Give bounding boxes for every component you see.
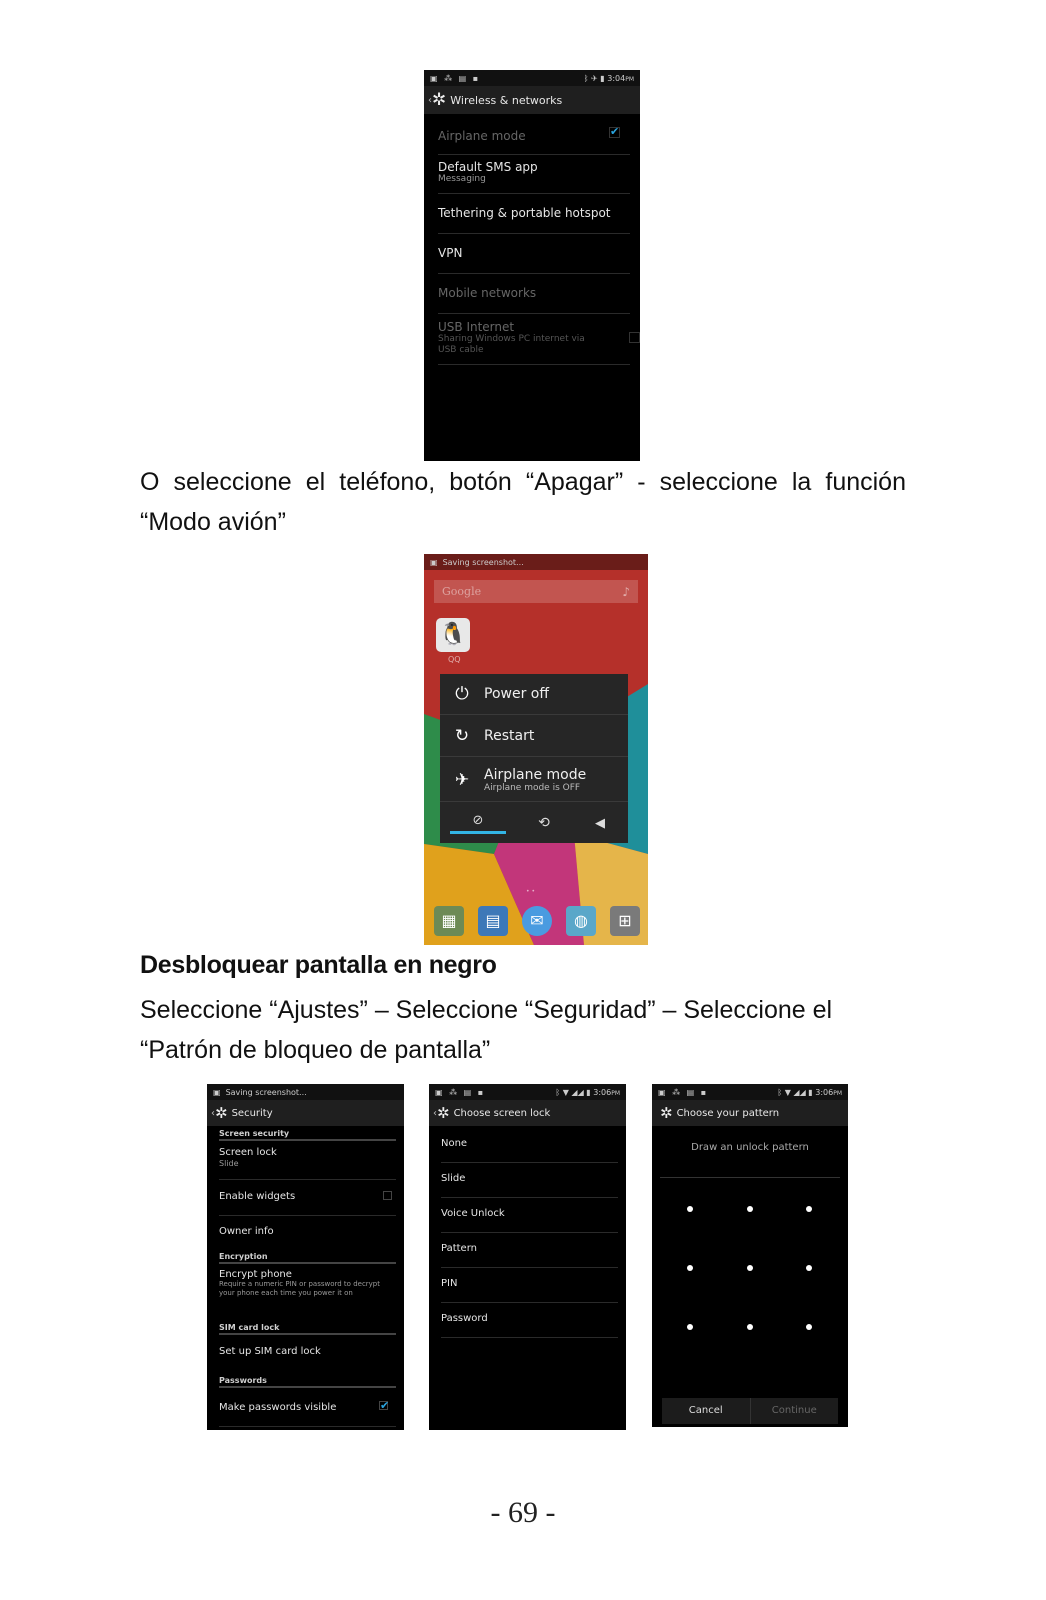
pattern-dot[interactable] (687, 1265, 693, 1271)
calculator-app-icon[interactable]: ▦ (434, 906, 464, 936)
lock-option-label: Voice Unlock (441, 1208, 505, 1219)
wifi-icon: ▼ (562, 1087, 572, 1097)
action-bar (207, 1100, 404, 1126)
lock-option-label: Password (441, 1313, 488, 1324)
usb-internet-label: USB Internet (438, 320, 515, 334)
battery-icon: ▮ (600, 73, 608, 83)
screen-security-header: Screen security (219, 1129, 396, 1141)
settings-gear-icon: ✲ (437, 1104, 450, 1122)
airplane-icon: ✈ (591, 73, 601, 83)
wifi-icon: ▼ (784, 1087, 794, 1097)
screenshot-icon: ▣ (430, 557, 438, 567)
screen-lock-sub: Slide (219, 1159, 239, 1168)
airplane-icon: ✈ (454, 769, 470, 790)
back-chevron-icon[interactable]: ‹ (428, 94, 432, 106)
back-chevron-icon[interactable]: ‹ (211, 1107, 215, 1119)
restart-icon: ↻ (454, 726, 470, 746)
settings-gear-icon: ✲ (432, 90, 447, 110)
sound-on-icon[interactable]: ◀ (595, 815, 605, 831)
make-passwords-visible-label: Make passwords visible (219, 1402, 337, 1413)
status-icons: ▣ ⁂ ▤ ▪ (430, 73, 481, 83)
lock-option-label: Pattern (441, 1243, 477, 1254)
status-ampm: PM (833, 1089, 842, 1097)
restart-label: Restart (484, 728, 535, 744)
page-title: Security (231, 1107, 273, 1119)
default-sms-label: Default SMS app (438, 160, 538, 174)
lock-option-voice-unlock[interactable] (441, 1198, 618, 1233)
passwords-header: Passwords (219, 1376, 396, 1388)
enable-widgets-checkbox[interactable] (383, 1191, 392, 1200)
action-bar (429, 1100, 626, 1126)
wireless-networks-screenshot (424, 70, 640, 461)
encryption-header: Encryption (219, 1252, 396, 1264)
status-text: Saving screenshot... (225, 1087, 307, 1097)
power-off-option[interactable] (440, 674, 628, 715)
instruction-paragraph-1: O seleccione el teléfono, botón “Apagar” - seleccione la función “Modo avión” (140, 468, 906, 536)
battery-icon: ▮ (808, 1087, 816, 1097)
signal-icon: ◢◢ (793, 1087, 809, 1097)
vpn-row[interactable] (438, 234, 630, 274)
messaging-app-icon[interactable]: ✉ (522, 906, 552, 936)
sound-mode-row (440, 803, 628, 843)
encrypt-phone-row[interactable] (219, 1265, 396, 1321)
pattern-dot[interactable] (806, 1324, 812, 1330)
tethering-label: Tethering & portable hotspot (438, 206, 611, 220)
tethering-row[interactable] (438, 194, 630, 234)
pattern-dot[interactable] (806, 1265, 812, 1271)
airplane-mode-label: Airplane mode (484, 766, 587, 783)
silent-mode-icon[interactable]: ⊘ (450, 813, 506, 834)
contacts-app-icon[interactable]: ▤ (478, 906, 508, 936)
status-bar (207, 1084, 404, 1100)
pattern-dot[interactable] (747, 1206, 753, 1212)
pattern-dot[interactable] (747, 1324, 753, 1330)
qq-app-icon[interactable]: 🐧 (436, 618, 470, 652)
mic-icon[interactable]: ♪ (622, 584, 630, 599)
make-passwords-visible-checkbox[interactable] (379, 1401, 388, 1410)
google-search-bar[interactable] (434, 580, 638, 603)
section-heading: Desbloquear pantalla en negro (140, 951, 497, 979)
lock-option-label: None (441, 1138, 468, 1149)
pattern-dot[interactable] (806, 1206, 812, 1212)
sim-card-lock-header: SIM card lock (219, 1323, 396, 1335)
status-time: 3:04 (607, 73, 626, 83)
search-placeholder: Google (442, 585, 482, 598)
sim-lock-label: Set up SIM card lock (219, 1346, 321, 1357)
lock-option-label: PIN (441, 1278, 458, 1289)
vibrate-mode-icon[interactable]: ⟲ (538, 815, 550, 831)
battery-icon: ▮ (586, 1087, 594, 1097)
power-menu-screenshot (424, 554, 648, 945)
browser-app-icon[interactable]: ◍ (566, 906, 596, 936)
status-text: Saving screenshot... (442, 557, 524, 567)
lock-option-label: Slide (441, 1173, 466, 1184)
security-screenshot (207, 1084, 404, 1430)
restart-option[interactable] (440, 716, 628, 757)
power-menu-dialog (440, 674, 628, 843)
status-ampm: PM (625, 75, 634, 83)
action-bar (424, 86, 640, 114)
airplane-mode-option[interactable] (440, 758, 628, 802)
screenshot-icon: ▣ (213, 1087, 221, 1097)
vpn-label: VPN (438, 246, 463, 260)
mobile-networks-label: Mobile networks (438, 286, 537, 300)
signal-icon: ◢◢ (571, 1087, 587, 1097)
settings-gear-icon: ✲ (215, 1104, 228, 1122)
mobile-networks-row[interactable] (438, 274, 630, 314)
status-bar (424, 554, 648, 570)
lock-option-none[interactable] (441, 1128, 618, 1163)
enable-widgets-label: Enable widgets (219, 1191, 296, 1202)
power-icon: ⏻ (455, 684, 469, 704)
lock-option-pin[interactable] (441, 1268, 618, 1303)
status-icons: ▣ ⁂ ▤ ▪ (435, 1087, 486, 1097)
cancel-button[interactable]: Cancel (662, 1398, 751, 1424)
status-time: 3:06 (815, 1087, 834, 1097)
default-sms-row[interactable] (438, 155, 630, 194)
screen-lock-row[interactable] (219, 1142, 396, 1180)
action-bar (652, 1100, 848, 1126)
app-drawer-icon[interactable]: ⊞ (610, 906, 640, 936)
default-sms-sub: Messaging (438, 174, 486, 184)
choose-pattern-screenshot (652, 1084, 848, 1427)
status-icons: ▣ ⁂ ▤ ▪ (658, 1087, 709, 1097)
page-indicator: • • (526, 888, 535, 895)
page-title: Wireless & networks (450, 93, 563, 107)
owner-info-label: Owner info (219, 1226, 274, 1237)
usb-internet-row[interactable] (438, 314, 630, 365)
encrypt-phone-sub: Require a numeric PIN or password to decrypt your phone each time you power it on (219, 1280, 380, 1297)
pattern-dot[interactable] (747, 1265, 753, 1271)
enable-widgets-row[interactable] (219, 1180, 396, 1216)
bluetooth-icon: ᛒ (555, 1087, 563, 1097)
page-title: Choose your pattern (676, 1107, 780, 1119)
sim-lock-row[interactable] (219, 1336, 396, 1372)
pattern-dot[interactable] (687, 1206, 693, 1212)
instruction-paragraph-2: Seleccione “Ajustes” – Seleccione “Seguridad” – Seleccione el “Patrón de bloqueo de pantalla” (140, 996, 833, 1064)
lock-option-slide[interactable] (441, 1163, 618, 1198)
pattern-instruction: Draw an unlock pattern (660, 1142, 840, 1178)
page-number: - 69 - (490, 1496, 556, 1529)
usb-internet-checkbox[interactable] (629, 332, 640, 343)
owner-info-row[interactable] (219, 1216, 396, 1250)
pattern-grid[interactable] (652, 1194, 848, 1344)
status-bar (652, 1084, 848, 1100)
screen-lock-label: Screen lock (219, 1147, 277, 1158)
continue-button[interactable]: Continue (771, 1405, 817, 1416)
encrypt-phone-label: Encrypt phone (219, 1269, 292, 1280)
status-ampm: PM (611, 1089, 620, 1097)
settings-gear-icon: ✲ (660, 1104, 673, 1122)
pattern-button-bar (662, 1398, 838, 1424)
airplane-mode-checkbox[interactable] (609, 127, 620, 138)
lock-option-password[interactable] (441, 1303, 618, 1338)
airplane-mode-row[interactable] (438, 117, 630, 155)
choose-screen-lock-screenshot (429, 1084, 626, 1430)
bluetooth-icon: ᛒ (583, 73, 592, 83)
lock-option-pattern[interactable] (441, 1233, 618, 1268)
usb-internet-sub: Sharing Windows PC internet via USB cable (438, 334, 585, 355)
bluetooth-icon: ᛒ (777, 1087, 785, 1097)
status-bar (429, 1084, 626, 1100)
status-time: 3:06 (593, 1087, 612, 1097)
dock (434, 906, 640, 938)
back-chevron-icon[interactable]: ‹ (433, 1107, 437, 1119)
status-bar (424, 70, 640, 86)
qq-app-label: QQ (448, 655, 461, 664)
airplane-mode-status: Airplane mode is OFF (484, 782, 581, 793)
page-title: Choose screen lock (453, 1107, 551, 1119)
make-passwords-visible-row[interactable] (219, 1389, 396, 1427)
power-off-label: Power off (484, 686, 549, 702)
airplane-mode-label: Airplane mode (438, 129, 526, 143)
pattern-dot[interactable] (687, 1324, 693, 1330)
